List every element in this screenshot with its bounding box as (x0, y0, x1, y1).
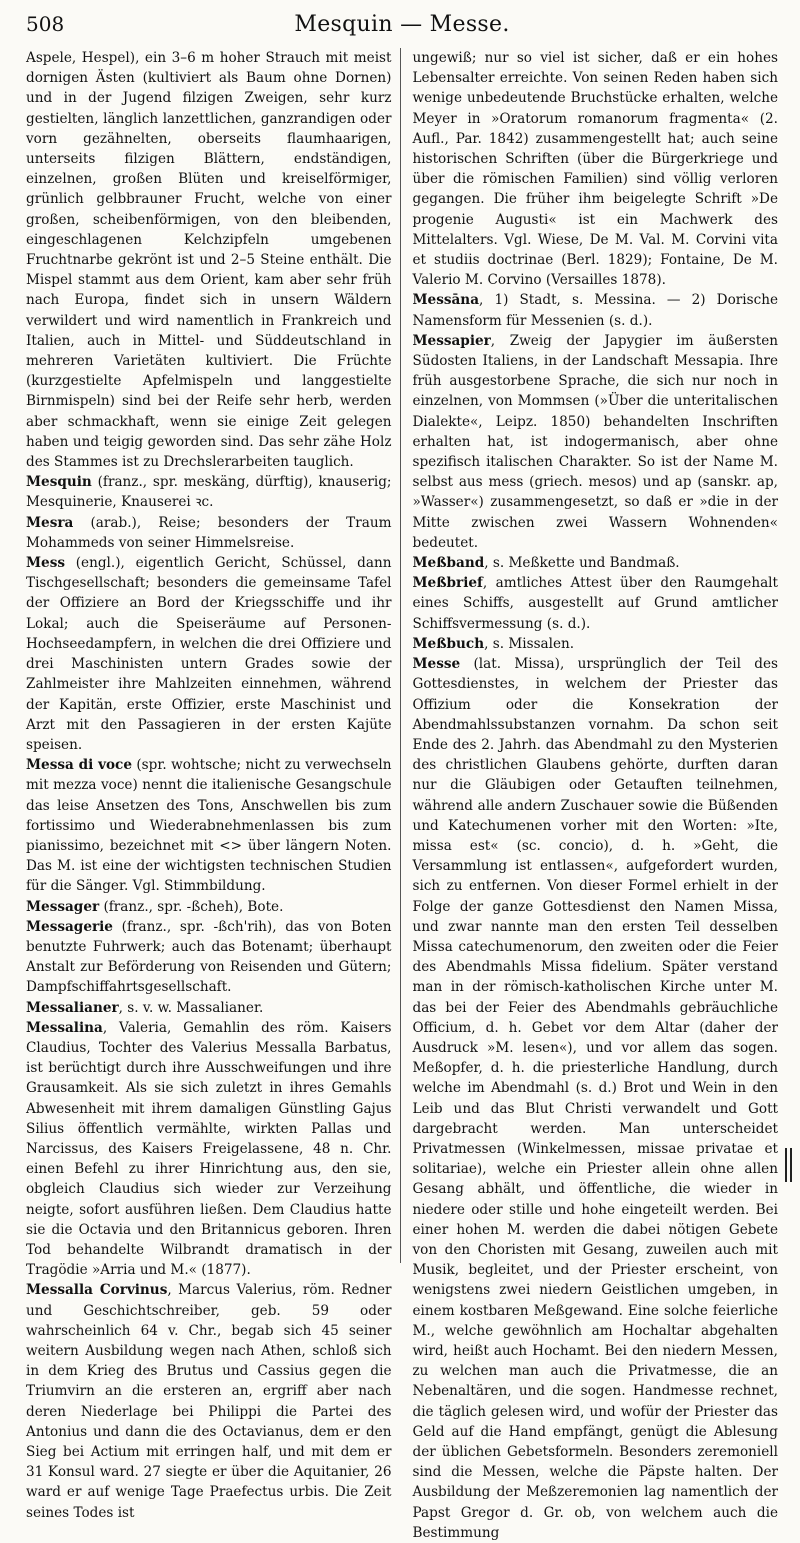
entry-headword: Messager (26, 898, 100, 915)
entry-messa-di-voce: Messa di voce (spr. wohtsche; nicht zu verwechseln mit mezza voce) nennt die italienische Gesangschule das leise Ansetzen des Tons, Anschwellen bis zum fortissimo und Wiederabnehmenlassen bis zum pianissimo, bezeichnet mit <> über längern Noten. Das M. ist eine der wichtigsten technischen Studien für die Sänger. Vgl. Stimmbildung. (26, 757, 392, 895)
entry-headword: Meßband (412, 555, 485, 572)
entry-messagerie: Messagerie (franz., spr. -ßch'rih), das von Boten benutzte Fuhrwerk; auch das Botenamt; überhaupt Anstalt zur Beförderung von Reisenden und Gütern; Dampfschiffahrtsgesellschaft. (26, 918, 392, 996)
entry-headword: Messalla Corvinus (26, 1282, 168, 1299)
entry-headword: Mesra (26, 514, 74, 531)
page-number: 508 (26, 12, 65, 36)
entry-headword: Meßbuch (412, 635, 485, 652)
entry-messe: Messe (lat. Missa), ursprünglich der Teil des Gottesdienstes, in welchem der Priester das Offizium oder die Konsekration der Abendmahlssubstanzen vornahm. Da schon seit Ende des 2. Jahrh. das Abendmahl zu den Mysterien des christlichen Glaubens gehörte, durften daran nur die Gläubigen oder Getauften teilnehmen, während alle andern Zuschauer sowie die Büßenden und Katechumenen vorher mit den Worten: »Ite, missa est« (sc. concio), d. h. »Geht, die Versammlung ist entlassen«, aufgefordert wurden, sich zu entfernen. Von dieser Formel erhielt in der Folge der ganze Gottesdienst den Namen Missa, und zwar nannte man den ersten Teil desselben Missa catechumenorum, den zweiten oder die Feier des Abendmahls Missa fidelium. Später verstand man in der römisch-katholischen Kirche unter M. das bei der Feier des Abendmahls gebräuchliche Officium, d. h. Gebet vor dem Altar (daher der Ausdruck »M. lesen«), und vor allem das sogen. Meßopfer, d. h. die priesterliche Handlung, durch welche im Abendmahl (s. d.) Brot und Wein in den Leib und das Blut Christi verwandelt und Gott dargebracht werden. Man unterscheidet Privatmessen (Winkelmessen, missae privatae et solitariae), welche ein Priester allein ohne allen Gesang abhält, und öffentliche, die wieder in niedere oder stille und hohe eingeteilt werden. Bei einer hohen M. werden die dabei nötigen Gebete von den Choristen mit Gesang, zuweilen auch mit Musik, begleitet, und der Priester erscheint, von wenigstens zwei niedern Geistlichen umgeben, in einem kostbaren Meßgewand. Eine solche feierliche M., welche gewöhnlich am Hochaltar abgehalten wird, heißt auch Hochamt. Bei den niedern Messen, zu welchen man auch die Privatmesse, die an Nebenaltären, und die sogen. Handmesse rechnet, die täglich gelesen wird, und wofür der Priester das Geld auf die Hand empfängt, genügt die Ablesung der üblichen Gebetsformeln. Besonders zeremoniell sind die Messen, welche die Päpste halten. Der Ausbildung der Meßzeremonien lag namentlich der Papst Gregor d. Gr. ob, von welchem auch die Bestimmung (412, 656, 778, 1541)
left-column (26, 48, 401, 1521)
entry-headword: Mesquin (26, 474, 92, 491)
entry-messbrief: Meßbrief, amtliches Attest über den Raumgehalt eines Schiffs, ausgestellt auf Grund amtlicher Schiffsvermessung (s. d.). (412, 575, 778, 632)
entry-headword: Messa di voce (26, 757, 132, 774)
right-column (412, 48, 779, 1541)
entry-messalianer: Messalianer, s. v. w. Massalianer. (26, 999, 264, 1016)
running-title: Mesquin — Messe. (294, 12, 510, 37)
entry-headword: Messapier (412, 332, 491, 349)
entry-headword: Messalina (26, 1019, 103, 1036)
entry-mesquin: Mesquin (franz., spr. meskäng, dürftig), knauserig; Mesquinerie, Knauserei ꝛc. (26, 474, 392, 511)
entry-messalla-corvinus: Messalla Corvinus, Marcus Valerius, röm. Redner und Geschichtschreiber, geb. 59 oder wahrscheinlich 64 v. Chr., begab sich 45 seiner weitern Ausbildung wegen nach Athen, schloß sich in dem Krieg des Brutus und Cassius gegen die Triumvirn an die ersteren an, ergriff aber nach deren Niederlage bei Philippi die Partei des Antonius und dann die des Octavianus, dem er den Sieg bei Actium mit erringen half, und mit dem er 31 Konsul ward. 27 siegte er über die Aquitanier, 26 ward er auf wenige Tage Praefectus urbis. Die Zeit seines Todes ist (26, 1282, 392, 1521)
entry-messager: Messager (franz., spr. -ßcheh), Bote. (26, 898, 284, 915)
running-head (26, 12, 778, 46)
entry-headword: Messagerie (26, 918, 113, 935)
entry-headword: Messāna (412, 292, 480, 309)
entry-messalina: Messalina, Valeria, Gemahlin des röm. Kaisers Claudius, Tochter des Valerius Messalla Barbatus, ist berüchtigt durch ihre Ausschweifungen und ihre Grausamkeit. Als sie sich zuletzt in ihres Gemahls Abwesenheit mit ihrem damaligen Günstling Gajus Silius öffentlich vermählte, wirkten Pallas und Narcissus, des Kaisers Freigelassene, 48 n. Chr. einen Befehl zu ihrer Hinrichtung aus, den sie, obgleich Claudius sich wieder zur Verzeihung neigte, sofort ausführen ließen. Dem Claudius hatte sie die Octavia und den Britannicus geboren. Ihren Tod behandelte Wilbrandt dramatisch in der Tragödie »Arria und M.« (1877). (26, 1019, 392, 1279)
entry-messband: Meßband, s. Meßkette und Bandmaß. (412, 555, 680, 572)
entry-mesra: Mesra (arab.), Reise; besonders der Traum Mohammeds von seiner Himmelsreise. (26, 514, 392, 551)
entry-headword: Meßbrief (412, 575, 483, 592)
entry-headword: Messe (412, 656, 461, 673)
entry-messana: Messāna, 1) Stadt, s. Messina. — 2) Dorische Namensform für Messenien (s. d.). (412, 292, 778, 329)
entry-messbuch: Meßbuch, s. Missalen. (412, 635, 575, 652)
entry-messapier: Messapier, Zweig der Japygier im äußersten Südosten Italiens, in der Landschaft Messapia. Ihre früh ausgestorbene Sprache, die sich nur noch in einzelnen, von Mommsen (»Über die unteritalischen Dialekte«, Leipz. 1850) behandelten Inschriften erhalten hat, ist indogermanisch, aber ohne spezifisch italischen Charakter. So ist der Name M. selbst aus mess (griech. mesos) und ap (sanskr. ap, »Wasser«) zusammengesetzt, so daß er »die in der Mitte zwischen zwei Wassern Wohnenden« bedeutet. (412, 332, 778, 551)
entry-continuation: Aspele, Hespel), ein 3–6 m hoher Strauch mit meist dornigen Ästen (kultiviert als Baum ohne Dornen) und in der Jugend filzigen Zweigen, sehr kurz gestielten, länglich lanzettlichen, ganzrandigen oder vorn gezähnelten, oberseits flaumhaarigen, unterseits filzigen Blättern, endständigen, einzelnen, großen Blüten und kreiselförmiger, grünlich gelbbrauner Frucht, welche von einer großen, scheibenförmigen, von den bleibenden, eingeschlagenen Kelchzipfeln umgebenen Fruchtnarbe gekrönt ist und 2–5 Steine enthält. Die Mispel stammt aus dem Orient, kam aber sehr früh nach Europa, findet sich in unsern Wäldern verwildert und wird namentlich in Frankreich und Italien, auch in Mittel- und Süddeutschland in mehreren Varietäten kultiviert. Die Früchte (kurzgestielte Apfelmispeln und langgestielte Birnmispeln) sind bei der Reife sehr herb, werden aber schmackhaft, wenn sie einige Zeit gelegen haben und teigig geworden sind. Das sehr zähe Holz des Stammes ist zu Drechslerarbeiten tauglich. (26, 50, 392, 471)
text-columns (26, 48, 778, 1541)
entry-continuation: ungewiß; nur so viel ist sicher, daß er ein hohes Lebensalter erreichte. Von seinen Reden haben sich wenige unbedeutende Bruchstücke erhalten, welche Meyer in »Oratorum romanorum fragmenta« (2. Aufl., Par. 1842) zusammengestellt hat; auch seine historischen Schriften (über die Bürgerkriege und über die römischen Familien) sind völlig verloren gegangen. Die früher ihm beigelegte Schrift »De progenie Augusti« ist ein Machwerk des Mittelalters. Vgl. Wiese, De M. Val. M. Corvini vita et studiis doctrinae (Berl. 1829); Fontaine, De M. Valerio M. Corvino (Versailles 1878). (412, 50, 778, 289)
entry-headword: Messalianer (26, 999, 119, 1016)
entry-headword: Mess (26, 555, 66, 572)
entry-mess: Mess (engl.), eigentlich Gericht, Schüssel, dann Tischgesellschaft; besonders die gemeinsame Tafel der Offiziere an Bord der Kriegsschiffe und ihr Lokal; auch die Speiseräume auf Personen-Hochseedampfern, in welchen die drei Offiziere und drei Maschinisten untern Grades sowie der Zahlmeister ihre Mahlzeiten einnehmen, während der Kapitän, erste Offizier, erste Maschinist und Arzt mit den Passagieren in der ersten Kajüte speisen. (26, 555, 392, 753)
margin-mark-icon (784, 1148, 794, 1182)
